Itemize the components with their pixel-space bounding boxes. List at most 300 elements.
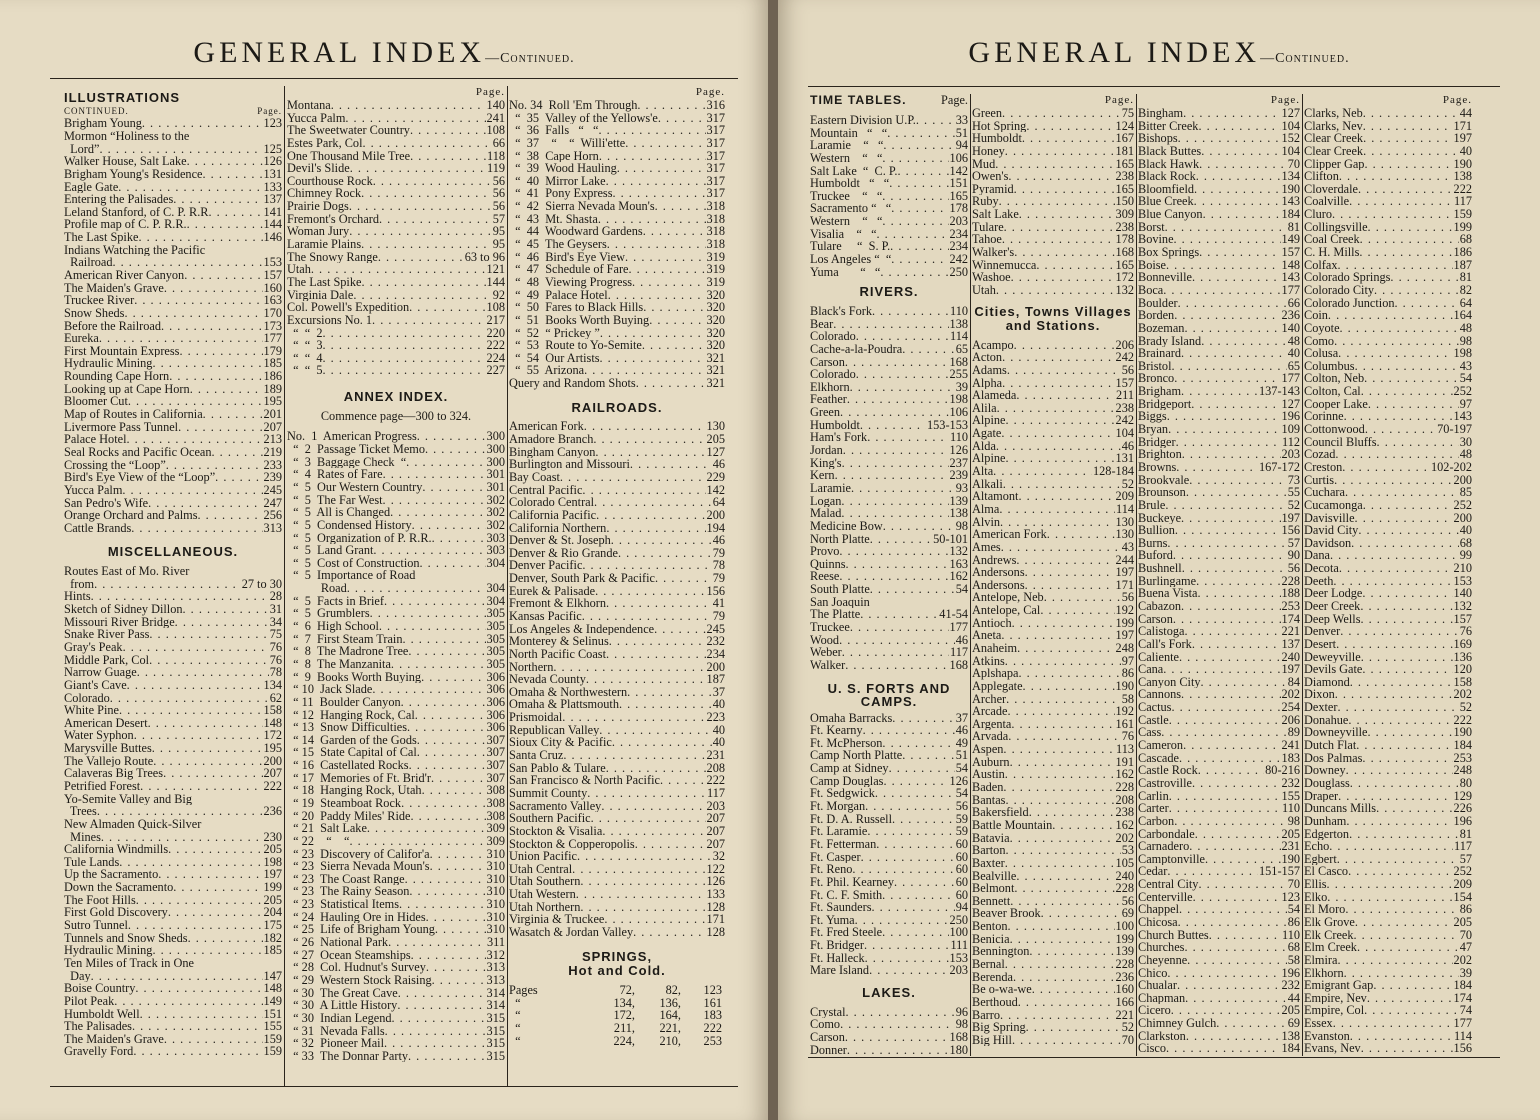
index-entry [1138,941,1300,954]
entry-name: Kansas Pacific [509,610,582,623]
leader-dots [1168,423,1280,436]
leader-dots [606,648,706,661]
leader-dots [553,661,705,674]
entry-name: Malad [810,507,842,520]
index-entry [509,327,725,340]
leader-dots [1362,587,1452,600]
entry-name: Ft. Reno [810,863,853,876]
column-divider [507,86,508,1086]
title-continued: —Continued. [485,51,575,66]
entry-name: Bloomfield [1138,182,1195,196]
index-entry [509,289,725,302]
entry-page: 54 [1459,372,1472,386]
entry-page: 165 [1115,182,1134,196]
entry-name: Camp North Platte [810,749,903,763]
entry-page: 306 [486,721,505,734]
leader-dots [1165,499,1286,512]
leader-dots [417,746,486,759]
leader-dots [133,1045,262,1058]
leader-dots [372,683,485,696]
index-entry [64,894,282,907]
leader-dots [1338,347,1452,360]
index-entry [1304,1017,1472,1030]
entry-page: 228 [1115,781,1134,794]
leader-dots [168,906,263,919]
leader-dots [894,876,955,889]
entry-page: 197 [263,868,282,882]
entry-name: Los Angeles & Independence [509,622,655,636]
entry-page: 44 [1459,107,1472,120]
index-entry [64,320,282,333]
entry-page: 200 [1453,473,1472,487]
index-entry [287,860,505,873]
index-entry [810,914,968,927]
index-entry [1138,271,1300,284]
entry-page: 171 [1453,119,1472,133]
leader-dots [1199,246,1280,259]
leader-dots [1201,676,1287,689]
entry-page: 207 [706,812,725,825]
entry-name: Hot Spring [972,119,1027,133]
index-entry [1138,916,1300,929]
entry-name: “ 33 The Donnar Party [287,1049,409,1063]
leader-dots [1368,221,1453,234]
leader-dots [609,635,706,648]
entry-page: 175 [263,919,282,932]
entry-page: 48 [1459,321,1472,335]
entry-name: California Pacific [509,508,597,522]
index-entry [1138,423,1300,436]
index-entry [810,240,968,253]
index-entry [1138,385,1300,398]
entry-page: 315 [486,1037,505,1050]
entry-name: Burlingame [1138,574,1197,588]
leader-dots [1357,941,1459,954]
index-entry [1304,865,1472,878]
index-entry [972,132,1134,145]
entry-page: 110 [950,304,968,318]
entry-page: 189 [263,382,282,396]
entry-page: 194 [706,521,725,535]
leader-dots [655,200,706,213]
leader-dots [604,913,705,926]
entry-name: Fremont's Orchard [287,212,380,226]
leader-dots [148,717,263,730]
entry-page: 56 [1121,591,1134,605]
leader-dots [1368,398,1459,411]
entry-name: “ 5 All is Changed [287,506,391,519]
index-entry [810,724,968,737]
index-entry [1304,436,1472,449]
entry-page: 184 [1281,208,1300,221]
leader-dots [409,759,486,772]
entry-page: 68 [1459,536,1472,550]
entry-name: Ft. McPherson [810,736,883,750]
entry-page: 231 [706,749,725,762]
index-entry [287,671,505,684]
entry-name: Calaveras Big Trees [64,767,164,780]
entry-name: “ 39 Wood Hauling [509,162,617,175]
leader-dots [422,784,486,797]
index-entry [287,225,505,238]
leader-dots [122,484,262,497]
leader-dots [127,679,263,692]
entry-name: “ 38 Cape Horn [509,149,599,163]
entry-name: Elkhorn [810,380,850,394]
entry-name: Yucca Palm [64,483,123,497]
leader-dots [1018,490,1114,503]
index-entry [509,162,725,175]
leader-dots [1358,183,1453,196]
leader-dots [184,269,262,282]
entry-page: 143 [1453,410,1472,424]
entry-page: 320 [706,288,725,302]
entry-name: American Fork [509,420,584,434]
entry-name: Brigham Young's Residence [64,167,203,181]
index-entry [1304,929,1472,942]
entry-page: 151 [949,177,968,190]
entry-name: San Francisco & North Pacific [509,774,660,787]
springs-page: 222 [703,1021,722,1035]
index-entry [1304,726,1472,739]
entry-name: Collingsville [1304,220,1368,234]
entry-name: “ 14 Garden of the Gods [287,733,417,747]
entry-name: Rounding Cape Horn [64,370,170,383]
index-entry [287,99,505,112]
index-entry [287,810,505,823]
entry-name: Buford [1138,549,1173,563]
index-entry [810,444,968,457]
index-entry [1138,524,1300,537]
entry-name: Tulare “ S. P. [810,240,891,254]
entry-page: 236 [1115,970,1134,984]
leader-dots [140,780,262,793]
leader-dots [1363,499,1453,512]
entry-name: “ 6 High School [287,620,379,633]
entry-name: Alma [972,502,1000,516]
index-entry [1138,853,1300,866]
entry-name: Colorado [810,330,856,343]
leader-dots [411,949,486,962]
index-entry [64,383,282,396]
entry-name: King's [810,456,842,470]
index-entry [509,433,725,446]
leader-dots [1209,929,1281,942]
springs-page: 82, [665,983,681,997]
entry-name: “ 52 “ Prickey ” [509,326,600,340]
index-entry [972,170,1134,183]
entry-page: 53 [1121,844,1134,857]
leader-dots [883,139,954,152]
index-entry [1138,398,1300,411]
entry-page: 113 [1116,743,1134,756]
entry-name: Tunnels and Snow Sheds [64,931,188,945]
index-entry [972,642,1134,655]
index-entry [64,881,282,894]
leader-dots [1334,474,1452,487]
leader-dots [137,666,269,679]
index-entry [1304,802,1472,815]
index-entry [1138,726,1300,739]
leader-dots [560,471,706,484]
entry-name: Baden [972,781,1004,794]
leader-dots [408,1050,486,1063]
leader-dots [166,459,263,472]
index-entry [509,200,725,213]
leader-dots [594,496,712,509]
entry-name: Eagle Gate [64,180,119,194]
index-entry [64,628,282,641]
entry-page: 228 [1115,882,1134,895]
index-entry [1304,512,1472,525]
entry-name: “ 31 Nevada Falls [287,1024,385,1038]
leader-dots [164,1033,263,1046]
entry-page: 222 [486,339,505,352]
entry-name: Brookvale [1138,473,1190,487]
entry-name: Empire, Nev [1304,991,1367,1005]
entry-page: 306 [486,683,505,696]
entry-page: 121 [486,263,505,276]
entry-page: 197 [1281,663,1300,676]
entry-name: Hints [64,590,91,604]
index-entry [64,679,282,692]
entry-page: 40 [1287,347,1300,360]
entry-page: 142 [706,483,725,497]
entry-page: 205 [1453,916,1472,929]
leader-dots [149,654,269,667]
entry-page: 99 [1459,549,1472,563]
entry-page: 319 [706,263,725,276]
index-entry [64,742,282,755]
entry-name: Laramie Plains [287,238,362,251]
index-entry [810,570,968,583]
entry-page: 171 [1115,578,1134,592]
index-entry [509,534,725,547]
index-entry [972,208,1134,221]
leader-dots [1334,335,1459,348]
entry-name: Elkhorn [1304,966,1344,980]
leader-dots [1181,347,1287,360]
index-entry [1304,651,1472,664]
leader-dots [996,440,1121,453]
leader-dots [598,213,706,226]
leader-dots [1181,600,1281,613]
leader-dots [840,1018,955,1031]
index-entry [972,246,1134,259]
index-entry [64,654,282,667]
entry-page: 40 [712,698,725,712]
entry-page: 140 [486,99,505,112]
leader-dots [842,646,949,659]
entry-name: Sioux City & Pacific [509,736,612,750]
leader-dots [1181,385,1258,398]
entry-page: 104 [1115,427,1134,440]
entry-name: Entering the Palisades [64,193,174,206]
entry-page: 321 [706,377,725,390]
entry-name: Northern [509,660,554,674]
entry-page: 118 [487,149,505,163]
leader-dots [629,263,706,276]
leader-dots [1364,1004,1459,1017]
entry-name: Snow Sheds [64,306,125,320]
index-entry [1304,486,1472,499]
entry-page: 106 [949,406,968,419]
index-entry [1304,663,1472,676]
leader-dots [353,289,491,302]
index-entry [509,458,725,471]
entry-name: Dana [1304,549,1330,563]
index-entry [64,433,282,446]
leader-dots [856,330,949,343]
leader-dots [1361,651,1453,664]
leader-dots [1355,360,1459,373]
entry-name: Nevada County [509,673,586,686]
entry-name: Caliente [1138,650,1179,664]
index-entry [287,506,505,519]
leader-dots [99,332,263,345]
leader-dots [1344,410,1453,423]
entry-name: Antelope, Neb [972,591,1044,605]
entry-page: 239 [949,469,968,482]
entry-name: Cannons [1138,688,1182,702]
entry-page: 250 [949,265,968,279]
entry-name: “ 8 The Madrone Tree [287,645,409,658]
entry-page: 222 [706,774,725,787]
entry-page: 314 [486,986,505,1000]
leader-dots [865,952,949,965]
leader-dots [1012,617,1115,630]
entry-page: 177 [949,621,968,634]
entry-page: 64 [712,496,725,509]
entry-page: 90 [1287,549,1300,563]
springs-page: 211, [613,1021,635,1035]
leader-dots [1018,667,1120,680]
entry-name: Before the Railroad [64,319,161,333]
entry-name: Chualar [1138,979,1177,992]
entry-page: 173 [263,319,282,333]
leader-dots [1171,701,1280,714]
entry-page: 239 [263,471,282,484]
entry-name: Cactus [1138,701,1172,714]
entry-name: Mines [64,830,101,844]
entry-name: Dutch Flat [1304,739,1357,752]
entry-name: “ 51 Books Worth Buying [509,313,650,327]
leader-dots [134,729,263,742]
entry-page: 313 [263,521,282,535]
entry-page: 207 [706,837,725,851]
leader-dots [1016,554,1114,567]
leader-dots [1345,903,1458,916]
entry-name: Livermore Pass Tunnel [64,420,179,434]
index-entry [64,143,282,156]
index-entry [64,818,282,831]
entry-page: 82 [1459,283,1472,297]
entry-name: “ 9 Books Worth Buying [287,670,422,684]
index-entry [287,494,505,507]
leader-dots [410,150,486,163]
entry-page: 177 [1281,283,1300,297]
index-entry [509,263,725,276]
entry-name: David City [1304,524,1359,537]
index-entry [1138,828,1300,841]
entry-page: 230 [263,830,282,844]
leader-dots [840,406,949,419]
entry-name: Alpha [972,376,1003,390]
entry-name: Clarks, Nev [1304,119,1363,133]
entry-page: 315 [486,1049,505,1063]
leader-dots [1350,676,1453,689]
column-divider [1136,94,1137,1056]
leader-dots [1216,1017,1286,1030]
right-page-title [778,36,1540,70]
index-entry [64,717,282,730]
leader-dots [635,838,706,851]
index-entry [509,112,725,125]
index-entry [64,831,282,844]
leader-dots [412,519,486,532]
index-entry [972,490,1134,503]
leader-dots [390,506,485,519]
entry-page: 186 [263,370,282,383]
leader-dots [655,572,712,585]
leader-dots [425,443,486,456]
leader-dots [1184,625,1280,638]
entry-page: 172 [263,729,282,743]
leader-dots [175,616,269,629]
index-entry [810,381,968,394]
entry-page: 133 [706,888,725,901]
index-entry [972,107,1134,120]
leader-dots [887,127,955,140]
entry-page: 306 [486,708,505,722]
entry-name: Logan [810,494,842,508]
leader-dots [1339,562,1453,575]
entry-page: 43 [1459,359,1472,373]
entry-name: Black Rock [1138,170,1196,183]
index-entry [509,522,725,535]
page-column-label: Page. [1104,94,1134,106]
index-entry [810,343,968,356]
leader-dots [865,800,955,813]
entry-page: 252 [1453,865,1472,879]
index-entry [509,276,725,289]
springs-row [509,1022,725,1035]
entry-page: 184 [1453,979,1472,992]
leader-dots [1337,259,1452,272]
entry-page: 188 [1281,587,1300,600]
leader-dots [1340,322,1459,335]
entry-page: 309 [486,822,505,835]
entry-name: Denver & Rio Grande [509,546,618,560]
section-heading: RAILROADS. [571,399,663,415]
index-entry [287,162,505,175]
index-entry [64,130,282,143]
index-entry [509,762,725,775]
index-entry [972,604,1134,617]
leader-dots [582,484,705,497]
entry-name: Beaver Brook [972,907,1041,921]
entry-page: 238 [1115,806,1134,819]
index-entry [287,885,505,898]
index-entry [1138,979,1300,992]
entry-page: 174 [1453,991,1472,1005]
entry-name: Camptonville [1138,852,1205,866]
entry-name: Yo-Semite Valley and Big [64,792,192,806]
leader-dots [582,610,712,623]
index-entry [509,301,725,314]
index-entry [1138,436,1300,449]
index-entry [1138,714,1300,727]
